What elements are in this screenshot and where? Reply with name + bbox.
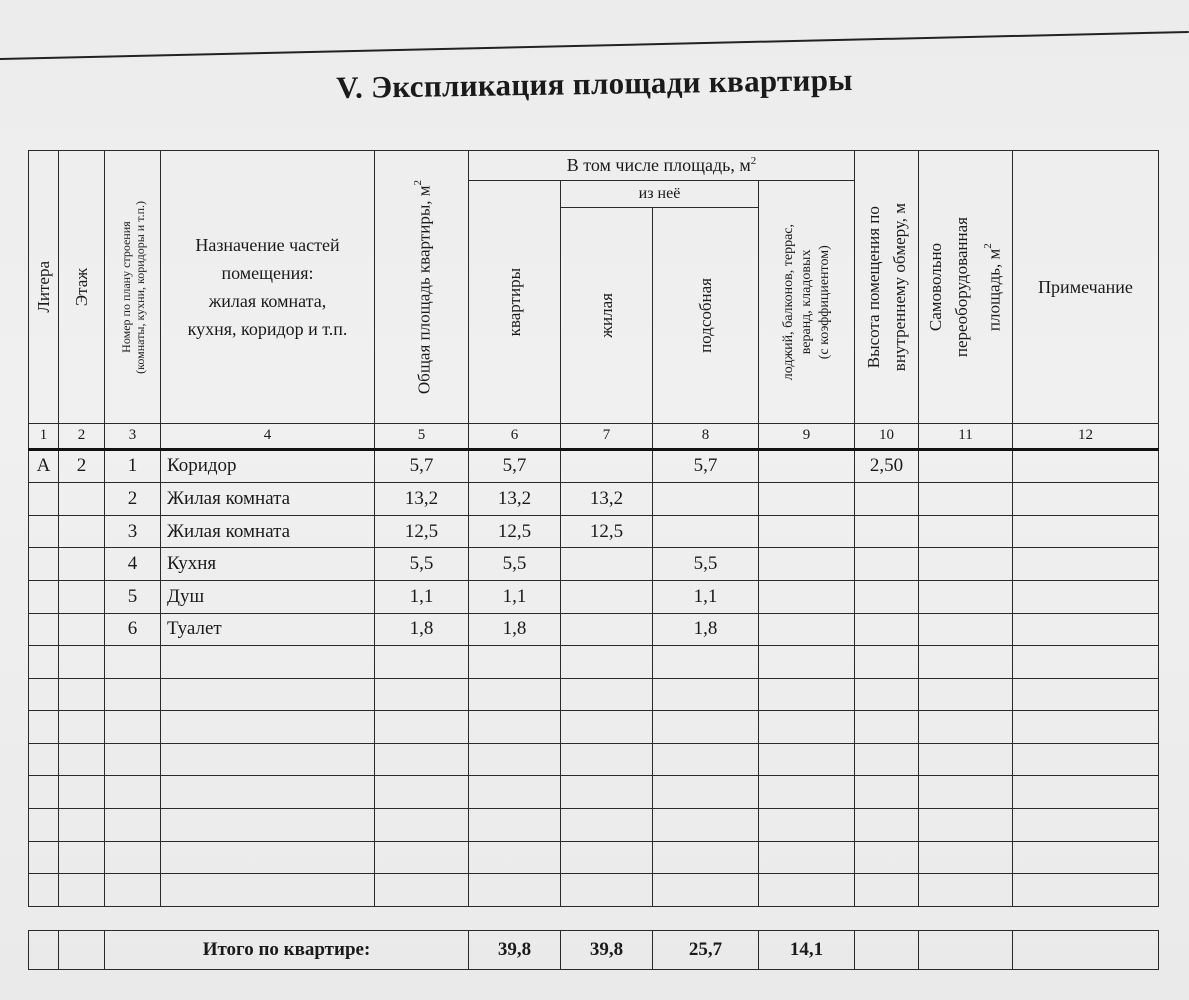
- cell-podsobnaya: [653, 483, 759, 516]
- colnum: 7: [561, 424, 653, 449]
- cell-podsobnaya: 1,8: [653, 613, 759, 646]
- cell-lodzhii: [759, 613, 855, 646]
- cell-kvartiry: 1,1: [469, 580, 561, 613]
- empty-row: [29, 678, 1159, 711]
- cell-podsobnaya: 1,1: [653, 580, 759, 613]
- cell-kvartiry: 13,2: [469, 483, 561, 516]
- gap-row: [29, 906, 1159, 930]
- header-lodzhii: лоджий, балконов, террас, веранд, кладовых (с коэффициентом): [759, 181, 855, 424]
- colnum: 4: [161, 424, 375, 449]
- cell-samovolno: [919, 515, 1013, 548]
- table-row: [29, 548, 1159, 581]
- cell-podsobnaya: [653, 515, 759, 548]
- empty-row: [29, 874, 1159, 907]
- cell-zhilaya: [561, 580, 653, 613]
- cell-lodzhii: [759, 515, 855, 548]
- cell-vysota: 2,50: [855, 449, 919, 483]
- empty-row: [29, 808, 1159, 841]
- cell-zhilaya: [561, 613, 653, 646]
- header-nomer: Номер по плану строения (комнаты, кухни, коридоры и т.п.): [105, 151, 161, 424]
- total-podsobnaya: 14,1: [759, 930, 855, 969]
- header-purpose: Назначение частей помещения: жилая комната, кухня, коридор и т.п.: [161, 151, 375, 424]
- cell-nomer: 4: [105, 548, 161, 581]
- header-obshaya: Общая площадь квартиры, $м^2$: [375, 151, 469, 424]
- cell-etazh: [59, 613, 105, 646]
- cell-nomer: 5: [105, 580, 161, 613]
- cell-primechanie: [1013, 613, 1159, 646]
- colnum: 6: [469, 424, 561, 449]
- cell-litera: [29, 483, 59, 516]
- colnum: 8: [653, 424, 759, 449]
- cell-etazh: [59, 515, 105, 548]
- top-rule: [0, 31, 1189, 60]
- cell-lodzhii: [759, 449, 855, 483]
- empty-row: [29, 841, 1159, 874]
- cell-zhilaya: 13,2: [561, 483, 653, 516]
- header-etazh: Этаж: [59, 151, 105, 424]
- colnum: 2: [59, 424, 105, 449]
- cell-primechanie: [1013, 580, 1159, 613]
- total-zhilaya: 25,7: [653, 930, 759, 969]
- cell-total: 5,7: [375, 449, 469, 483]
- cell-name: Коридор: [161, 449, 375, 483]
- cell-total: 5,5: [375, 548, 469, 581]
- cell-lodzhii: [759, 548, 855, 581]
- cell-primechanie: [1013, 483, 1159, 516]
- cell-samovolno: [919, 449, 1013, 483]
- header-iz-nee: из неё: [561, 181, 759, 207]
- cell-primechanie: [1013, 449, 1159, 483]
- header-kvartiry: квартиры: [469, 181, 561, 424]
- cell-nomer: 1: [105, 449, 161, 483]
- cell-name: Душ: [161, 580, 375, 613]
- cell-lodzhii: [759, 580, 855, 613]
- empty-row: [29, 776, 1159, 809]
- cell-total: 13,2: [375, 483, 469, 516]
- explication-table: [28, 150, 1159, 970]
- cell-kvartiry: 5,7: [469, 449, 561, 483]
- table-row: [29, 515, 1159, 548]
- cell-litera: [29, 515, 59, 548]
- cell-zhilaya: 12,5: [561, 515, 653, 548]
- colnum: 12: [1013, 424, 1159, 449]
- colnum: 10: [855, 424, 919, 449]
- cell-litera: А: [29, 449, 59, 483]
- cell-vysota: [855, 515, 919, 548]
- cell-name: Туалет: [161, 613, 375, 646]
- total-kvartiry: 39,8: [561, 930, 653, 969]
- cell-etazh: [59, 548, 105, 581]
- total-obshaya: 39,8: [469, 930, 561, 969]
- colnum: 3: [105, 424, 161, 449]
- cell-etazh: 2: [59, 449, 105, 483]
- page-title: V. Экспликация площади квартиры: [335, 61, 853, 106]
- cell-etazh: [59, 580, 105, 613]
- cell-podsobnaya: 5,5: [653, 548, 759, 581]
- cell-lodzhii: [759, 483, 855, 516]
- header-vysota: Высота помещения по внутреннему обмеру, м: [855, 151, 919, 424]
- cell-nomer: 2: [105, 483, 161, 516]
- cell-vysota: [855, 613, 919, 646]
- cell-samovolno: [919, 548, 1013, 581]
- cell-total: 1,1: [375, 580, 469, 613]
- header-v-tom-chisle: В том числе площадь, $м^2$: [469, 151, 855, 181]
- cell-name: Жилая комната: [161, 483, 375, 516]
- colnum: 5: [375, 424, 469, 449]
- table-row: [29, 483, 1159, 516]
- cell-litera: [29, 548, 59, 581]
- cell-primechanie: [1013, 515, 1159, 548]
- column-numbers-row: [29, 424, 1159, 449]
- table-row: [29, 613, 1159, 646]
- colnum: 1: [29, 424, 59, 449]
- header-podsobnaya: подсобная: [653, 207, 759, 424]
- table-row: [29, 449, 1159, 483]
- empty-row: [29, 711, 1159, 744]
- cell-name: Жилая комната: [161, 515, 375, 548]
- cell-zhilaya: [561, 548, 653, 581]
- cell-name: Кухня: [161, 548, 375, 581]
- cell-litera: [29, 580, 59, 613]
- header-samovolno: Самовольно переоборудованная площадь, $м^2$: [919, 151, 1013, 424]
- total-row: [29, 930, 1159, 969]
- table-row: [29, 580, 1159, 613]
- cell-primechanie: [1013, 548, 1159, 581]
- empty-row: [29, 646, 1159, 679]
- total-label: Итого по квартире:: [105, 930, 469, 969]
- cell-etazh: [59, 483, 105, 516]
- cell-vysota: [855, 548, 919, 581]
- cell-total: 12,5: [375, 515, 469, 548]
- cell-kvartiry: 12,5: [469, 515, 561, 548]
- colnum: 11: [919, 424, 1013, 449]
- cell-kvartiry: 5,5: [469, 548, 561, 581]
- cell-nomer: 3: [105, 515, 161, 548]
- header-litera: Литера: [29, 151, 59, 424]
- cell-vysota: [855, 483, 919, 516]
- colnum: 9: [759, 424, 855, 449]
- cell-kvartiry: 1,8: [469, 613, 561, 646]
- cell-podsobnaya: 5,7: [653, 449, 759, 483]
- empty-row: [29, 743, 1159, 776]
- header-row-1: [29, 151, 1159, 181]
- cell-samovolno: [919, 613, 1013, 646]
- cell-samovolno: [919, 580, 1013, 613]
- cell-litera: [29, 613, 59, 646]
- cell-samovolno: [919, 483, 1013, 516]
- header-primechanie: Примечание: [1013, 151, 1159, 424]
- cell-nomer: 6: [105, 613, 161, 646]
- cell-vysota: [855, 580, 919, 613]
- header-zhilaya: жилая: [561, 207, 653, 424]
- cell-total: 1,8: [375, 613, 469, 646]
- cell-zhilaya: [561, 449, 653, 483]
